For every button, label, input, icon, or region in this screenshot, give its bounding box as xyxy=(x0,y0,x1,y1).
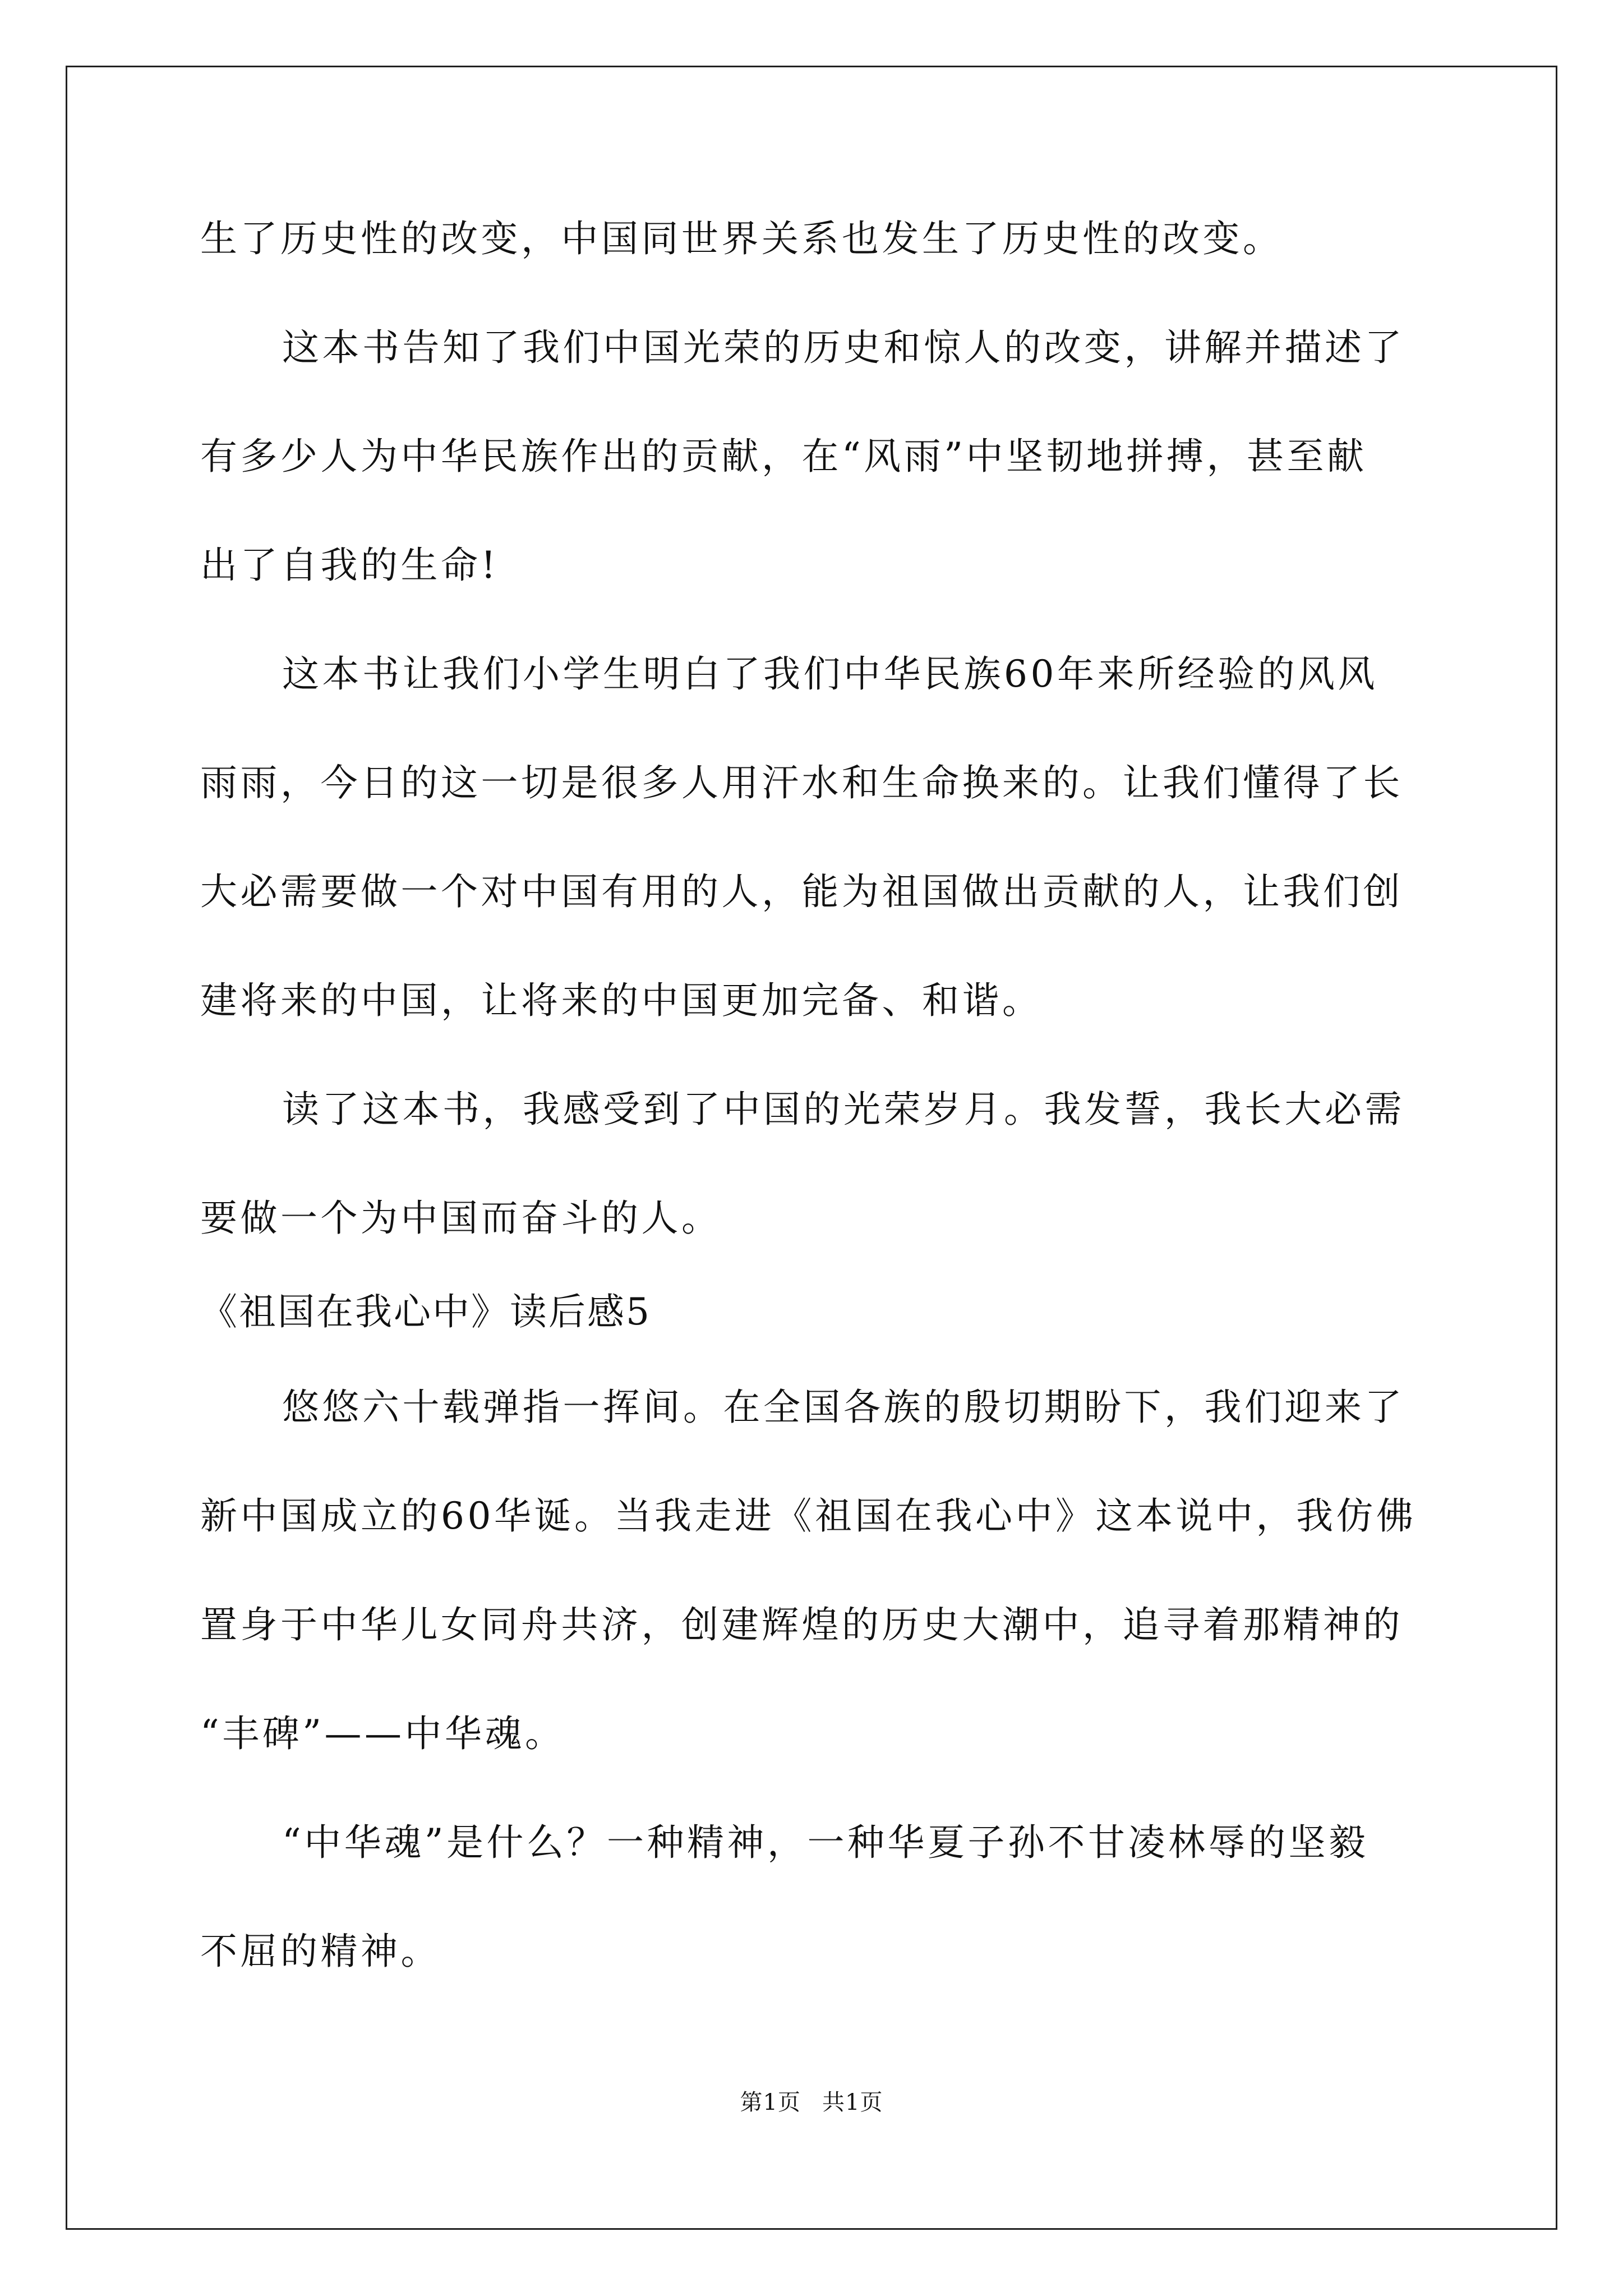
text-line: 大必需要做一个对中国有用的人，能为祖国做出贡献的人，让我们创 xyxy=(200,870,1403,913)
page-footer xyxy=(0,2086,1623,2119)
text-line: 置身于中华儿女同舟共济，创建辉煌的历史大潮中，追寻着那精神的 xyxy=(200,1603,1403,1646)
text-line: 建将来的中国，让将来的中国更加完备、和谐。 xyxy=(200,979,1043,1022)
text-line: 有多少人为中华民族作出的贡献，在“风雨”中坚韧地拼搏，甚至献 xyxy=(200,435,1367,478)
text-line: 这本书告知了我们中国光荣的历史和惊人的改变，讲解并描述了 xyxy=(282,326,1405,369)
page-number: 第1页 xyxy=(740,2090,801,2115)
text-line: 悠悠六十载弹指一挥间。在全国各族的殷切期盼下，我们迎来了 xyxy=(282,1386,1405,1429)
text-line: 雨雨，今日的这一切是很多人用汗水和生命换来的。让我们懂得了长 xyxy=(200,761,1403,804)
text-line: 读了这本书，我感受到了中国的光荣岁月。我发誓，我长大必需 xyxy=(282,1088,1405,1131)
text-line: “丰碑”——中华魂。 xyxy=(200,1712,565,1755)
text-line: 这本书让我们小学生明白了我们中华民族60年来所经验的风风 xyxy=(282,652,1378,696)
page-total: 共1页 xyxy=(822,2090,883,2115)
section-heading: 《祖国在我心中》读后感5 xyxy=(200,1290,651,1333)
text-line: 要做一个为中国而奋斗的人。 xyxy=(200,1197,722,1240)
text-line: “中华魂”是什么？一种精神，一种华夏子孙不甘凌林辱的坚毅 xyxy=(282,1821,1369,1864)
text-line: 不屈的精神。 xyxy=(200,1930,441,1973)
text-line: 生了历史性的改变，中国同世界关系也发生了历史性的改变。 xyxy=(200,217,1283,260)
page-border xyxy=(66,66,1557,2230)
text-line: 新中国成立的60华诞。当我走进《祖国在我心中》这本说中，我仿佛 xyxy=(200,1494,1417,1538)
text-line: 出了自我的生命! xyxy=(200,544,499,587)
